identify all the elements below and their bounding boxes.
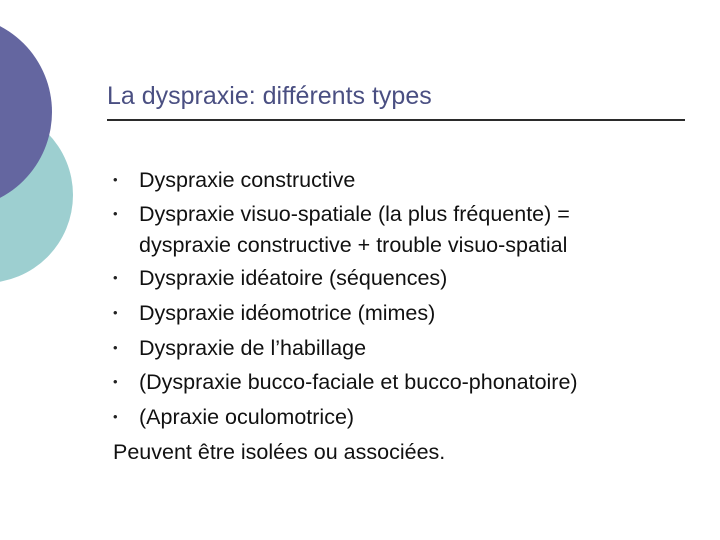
list-item: Dyspraxie visuo-spatiale (la plus fréquente) = [139, 202, 570, 226]
list-item: Dyspraxie de l’habillage [139, 336, 367, 360]
bullet-icon: • [113, 270, 118, 285]
list-item: (Dyspraxie bucco-faciale et bucco-phonatoire) [139, 370, 578, 394]
bullet-icon: • [113, 206, 118, 221]
closing-note: Peuvent être isolées ou associées. [113, 440, 446, 464]
list-item: Dyspraxie constructive [139, 168, 356, 192]
bullet-icon: • [113, 340, 118, 355]
bullet-icon: • [113, 409, 118, 424]
list-item-continuation: dyspraxie constructive + trouble visuo-spatial [139, 233, 568, 257]
list-item: (Apraxie oculomotrice) [139, 405, 355, 429]
list-item: Dyspraxie idéatoire (séquences) [139, 266, 448, 290]
bullet-icon: • [113, 374, 118, 389]
bullet-icon: • [113, 305, 118, 320]
list-item: Dyspraxie idéomotrice (mimes) [139, 301, 436, 325]
slide-title: La dyspraxie: différents types [107, 82, 432, 110]
bullet-icon: • [113, 172, 118, 187]
